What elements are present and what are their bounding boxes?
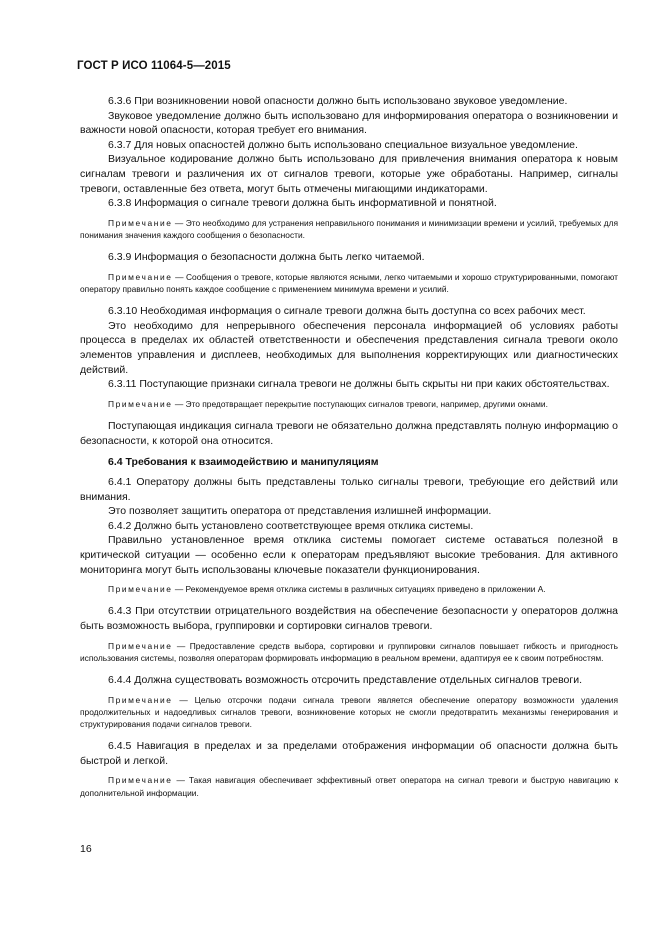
- note: [80, 398, 618, 410]
- note: [80, 774, 618, 798]
- note-text: — Предоставление средств выбора, сортировки и группировки сигналов повышает гибкость и пригодность использования системы, позволяя операторам формировать информацию в реальном времени, адаптируя ее к своим потребностям.: [80, 640, 618, 663]
- note-text: — Сообщения о тревоге, которые являются ясными, легко читаемыми и хорошо структурированными, помогают оператору правильно понять каждое сообщение с применением минимума времени и усилий.: [80, 271, 619, 294]
- paragraph: Визуальное кодирование должно быть использовано для привлечения внимания оператора к новым сигналам тревоги и различения их от сигналов тревоги, которые уже обработаны. Например, сигналы тревоги, оставленные без ответа, могут быть отмечены мигающими индикаторами.: [80, 153, 618, 195]
- paragraph: 6.3.10 Необходимая информация о сигнале тревоги должна быть доступна со всех рабочих мест.: [108, 305, 586, 318]
- paragraph: 6.4.2 Должно быть установлено соответствующее время отклика системы.: [108, 519, 474, 532]
- note-label: Примечание: [108, 398, 173, 409]
- note-text: — Такая навигация обеспечивает эффективный ответ оператора на сигнал тревоги и быструю навигацию к дополнительной информации.: [80, 775, 618, 798]
- paragraph: 6.4.4 Должна существовать возможность отсрочить представление отдельных сигналов тревоги.: [108, 674, 583, 687]
- paragraph: 6.4.1 Оператору должны быть представлены только сигналы тревоги, требующие его действий или внимания.: [80, 476, 618, 503]
- section-heading: 6.4 Требования к взаимодействию и манипуляциям: [108, 456, 379, 469]
- paragraph: 6.3.6 При возникновении новой опасности должно быть использовано звуковое уведомление.: [108, 95, 568, 107]
- document-body: [80, 94, 618, 808]
- paragraph: 6.3.11 Поступающие признаки сигнала тревоги не должны быть скрыты ни при каких обстоятельствах.: [108, 378, 610, 391]
- paragraph: Правильно установленное время отклика системы помогает системе оставаться полезной в критической ситуации — особенно если к операторам предъявляют высокие требования. Для активного мониторинга могут быть использованы ключевые показатели функционирования.: [80, 534, 618, 576]
- note: [80, 583, 618, 595]
- paragraph: 6.3.9 Информация о безопасности должна быть легко читаемой.: [108, 251, 425, 264]
- note-label: Примечание: [108, 775, 173, 786]
- paragraph: Звуковое уведомление должно быть использовано для информирования оператора о возникновении и важности новой опасности, которая требует его внимания.: [80, 109, 618, 137]
- note: [80, 217, 618, 241]
- note: [80, 694, 618, 731]
- note-label: Примечание: [108, 217, 173, 228]
- note-text: — Целью отсрочки подачи сигнала тревоги является обеспечение оператору возможности удаления продолжительных и надоедливых сигналов тревоги, возникновение которых не смогли предотвратить механизмы генерирования и структурирования подачи сигналов тревоги.: [80, 694, 618, 730]
- note-text: — Рекомендуемое время отклика системы в различных ситуациях приведено в приложении А.: [174, 584, 546, 595]
- note-text: — Это предотвращает перекрытие поступающих сигналов тревоги, например, другими окнами.: [174, 398, 548, 409]
- note-label: Примечание: [108, 694, 173, 705]
- paragraph: 6.3.8 Информация о сигнале тревоги должна быть информативной и понятной.: [108, 197, 497, 210]
- paragraph: 6.3.7 Для новых опасностей должно быть использовано специальное визуальное уведомление.: [108, 138, 578, 151]
- paragraph: Это позволяет защитить оператора от представления излишней информации.: [108, 505, 492, 518]
- note-label: Примечание: [108, 584, 173, 595]
- note-label: Примечание: [108, 271, 173, 282]
- note-label: Примечание: [108, 640, 173, 651]
- paragraph: 6.4.3 При отсутствии отрицательного воздействия на обеспечение безопасности у операторов должна быть возможность выбора, группировки и сортировки сигналов тревоги.: [80, 605, 618, 633]
- note: [80, 640, 618, 664]
- paragraph: 6.4.5 Навигация в пределах и за пределами отображения информации об опасности должна быть быстрой и легкой.: [80, 740, 618, 767]
- paragraph: Это необходимо для непрерывного обеспечения персонала информацией об условиях работы процесса в пределах их областей ответственности и обеспечения представления сигнала тревоги около элементов управления и дисплеев, необходимых для выполнения корректирующих или диагностических действий.: [80, 319, 618, 376]
- document-header: ГОСТ Р ИСО 11064-5—2015: [77, 60, 231, 72]
- paragraph: Поступающая индикация сигнала тревоги не обязательно должна представлять полную информацию о безопасности, к которой она относится.: [80, 419, 618, 447]
- note: [80, 271, 618, 295]
- page-number: 16: [80, 843, 92, 855]
- note-text: — Это необходимо для устранения неправильного понимания и минимизации времени и усилий, требуемых для понимания значения каждого сообщения о безопасности.: [80, 217, 618, 240]
